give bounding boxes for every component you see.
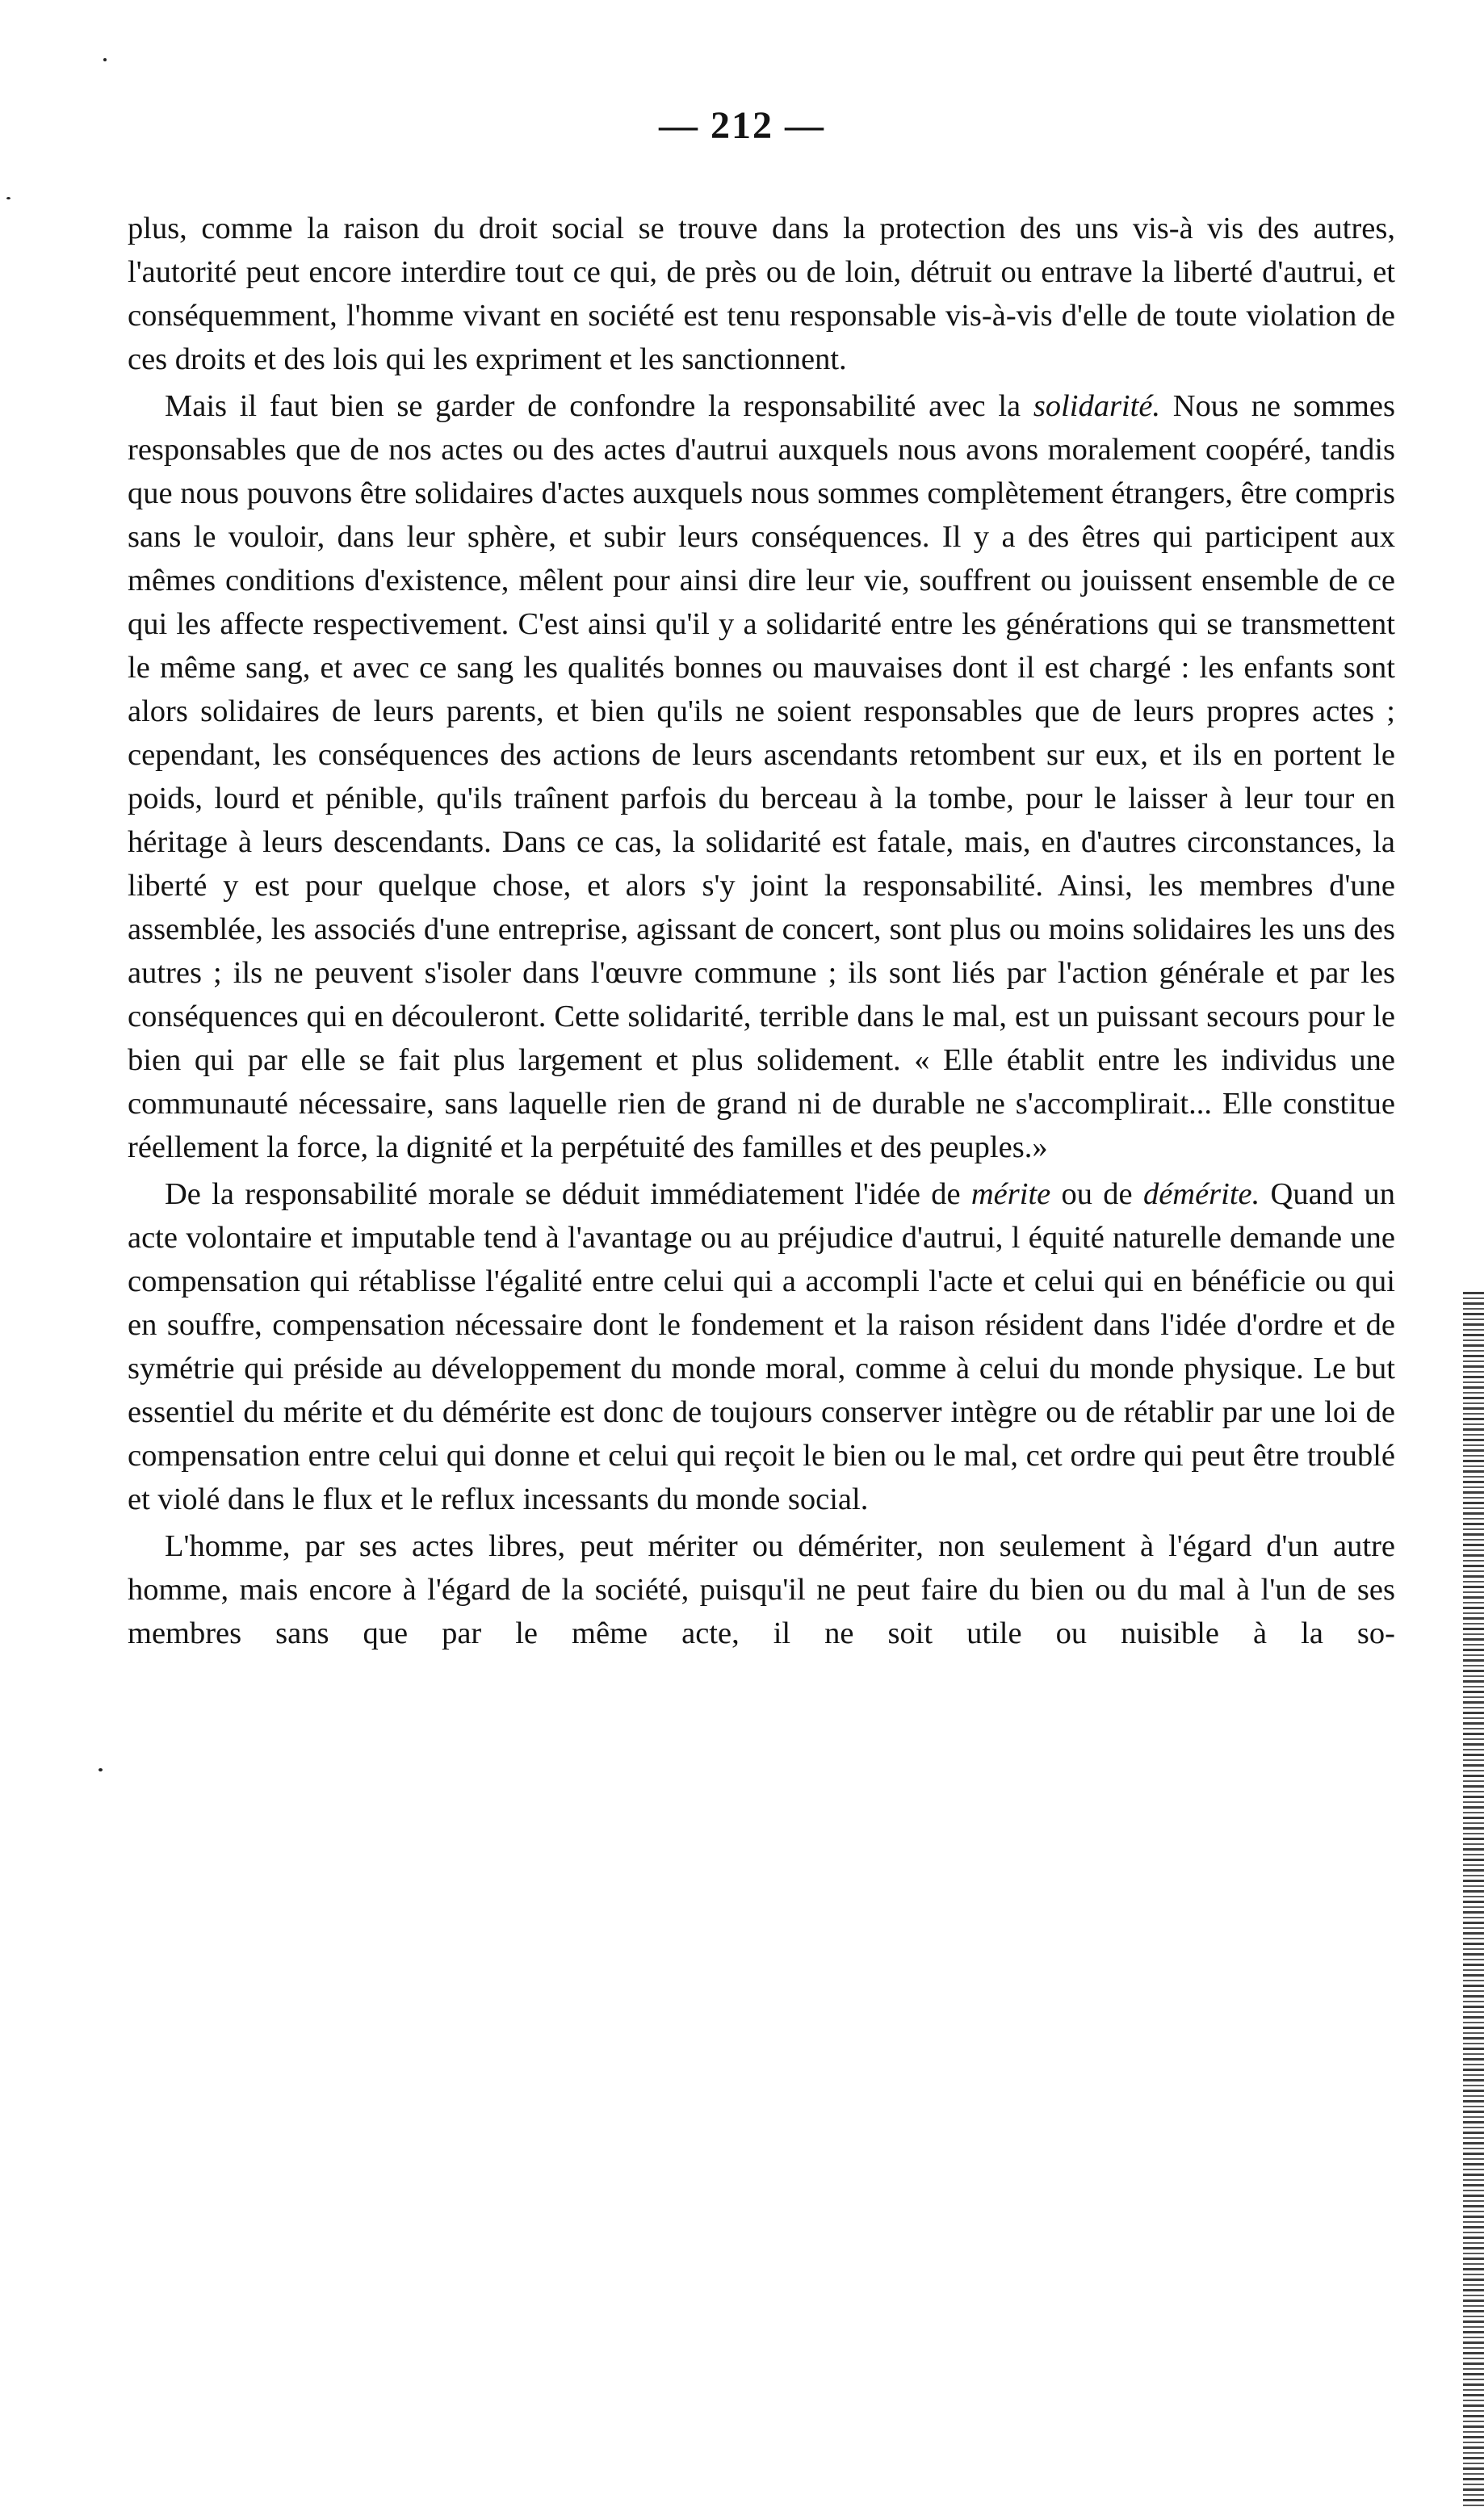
paragraph-1: plus, comme la raison du droit social se trouve dans la protection des uns vis-à vis des autres, l'autorité peut encore interdire tout ce qui, de près ou de loin, détruit ou entrave la liberté d'autrui, et conséquemment, l'homme vivant en société est tenu responsable vis-à-vis d'elle de toute violation de ces droits et des lois qui les expriment et les sanctionnent. [128, 212, 1395, 376]
italic-term-solidarite: solidarité. [1033, 389, 1161, 423]
body-text [128, 207, 1395, 1658]
italic-term-merite: mérite [970, 1177, 1051, 1211]
scan-speck [103, 58, 107, 61]
scan-speck [99, 1768, 103, 1771]
paragraph-2: Mais il faut bien se garder de confondre la responsabilité avec la solidarité. Nous ne sommes responsables que de nos actes ou des actes d'autrui auxquels nous avons moralement coopéré, tandis que nous pouvons être solidaires d'actes auxquels nous sommes complètement étrangers, être compris sans le vouloir, dans leur sphère, et subir leurs conséquences. Il y a des êtres qui participent aux mêmes conditions d'existence, mêlent pour ainsi dire leur vie, souffrent ou jouissent ensemble de ce qui les affecte respectivement. C'est ainsi qu'il y a solidarité entre les générations qui se transmettent le même sang, et avec ce sang les qualités bonnes ou mauvaises dont il est chargé : les enfants sont alors solidaires de leurs parents, et bien qu'ils ne soient responsables que de leurs propres actes ; cependant, les conséquences des actions de leurs ascendants retombent sur eux, et ils en portent le poids, lourd et pénible, qu'ils traînent parfois du berceau à la tombe, pour le laisser à leur tour en héritage à leurs descendants. Dans ce cas, la solidarité est fatale, mais, en d'autres circonstances, la liberté y est pour quelque chose, et alors s'y joint la responsabilité. Ainsi, les membres d'une assemblée, les associés d'une entreprise, agissant de concert, sont plus ou moins solidaires les uns des autres ; ils ne peuvent s'isoler dans l'œuvre commune ; ils sont liés par l'action générale et par les conséquences qui en découleront. Cette solidarité, terrible dans le mal, est un puissant secours pour le bien qui par elle se fait plus largement et plus solidement. « Elle établit entre les individus une communauté nécessaire, sans laquelle rien de grand ni de durable ne s'accomplirait... Elle constitue réellement la force, la dignité et la perpétuité des familles et des peuples.» [128, 389, 1395, 1164]
italic-term-demerite: démérite. [1142, 1177, 1260, 1211]
scan-speck [6, 197, 10, 199]
scan-edge-noise [1463, 1292, 1484, 2507]
paragraph-4: L'homme, par ses actes libres, peut mériter ou démériter, non seulement à l'égard d'un autre homme, mais encore à l'égard de la société, puisqu'il ne peut faire du bien ou du mal à l'un de ses membres sans que par le même acte, il ne soit utile ou nuisible à la so- [128, 1529, 1395, 1650]
page-number: — 212 — [659, 104, 825, 147]
paragraph-3: De la responsabilité morale se déduit immédiatement l'idée de mérite ou de démérite. Quand un acte volontaire et imputable tend à l'avantage ou au préjudice d'autrui, l équité naturelle demande une compensation qui rétablisse l'égalité entre celui qui a accompli l'acte et celui qui en bénéficie ou qui en souffre, compensation nécessaire dont le fondement et la raison résident dans l'idée d'ordre et de symétrie qui préside au développement du monde moral, comme à celui du monde physique. Le but essentiel du mérite et du démérite est donc de toujours conserver intègre ou de rétablir par une loi de compensation entre celui qui donne et celui qui reçoit le bien ou le mal, cet ordre qui peut être troublé et violé dans le flux et le reflux incessants du monde social. [128, 1177, 1395, 1516]
